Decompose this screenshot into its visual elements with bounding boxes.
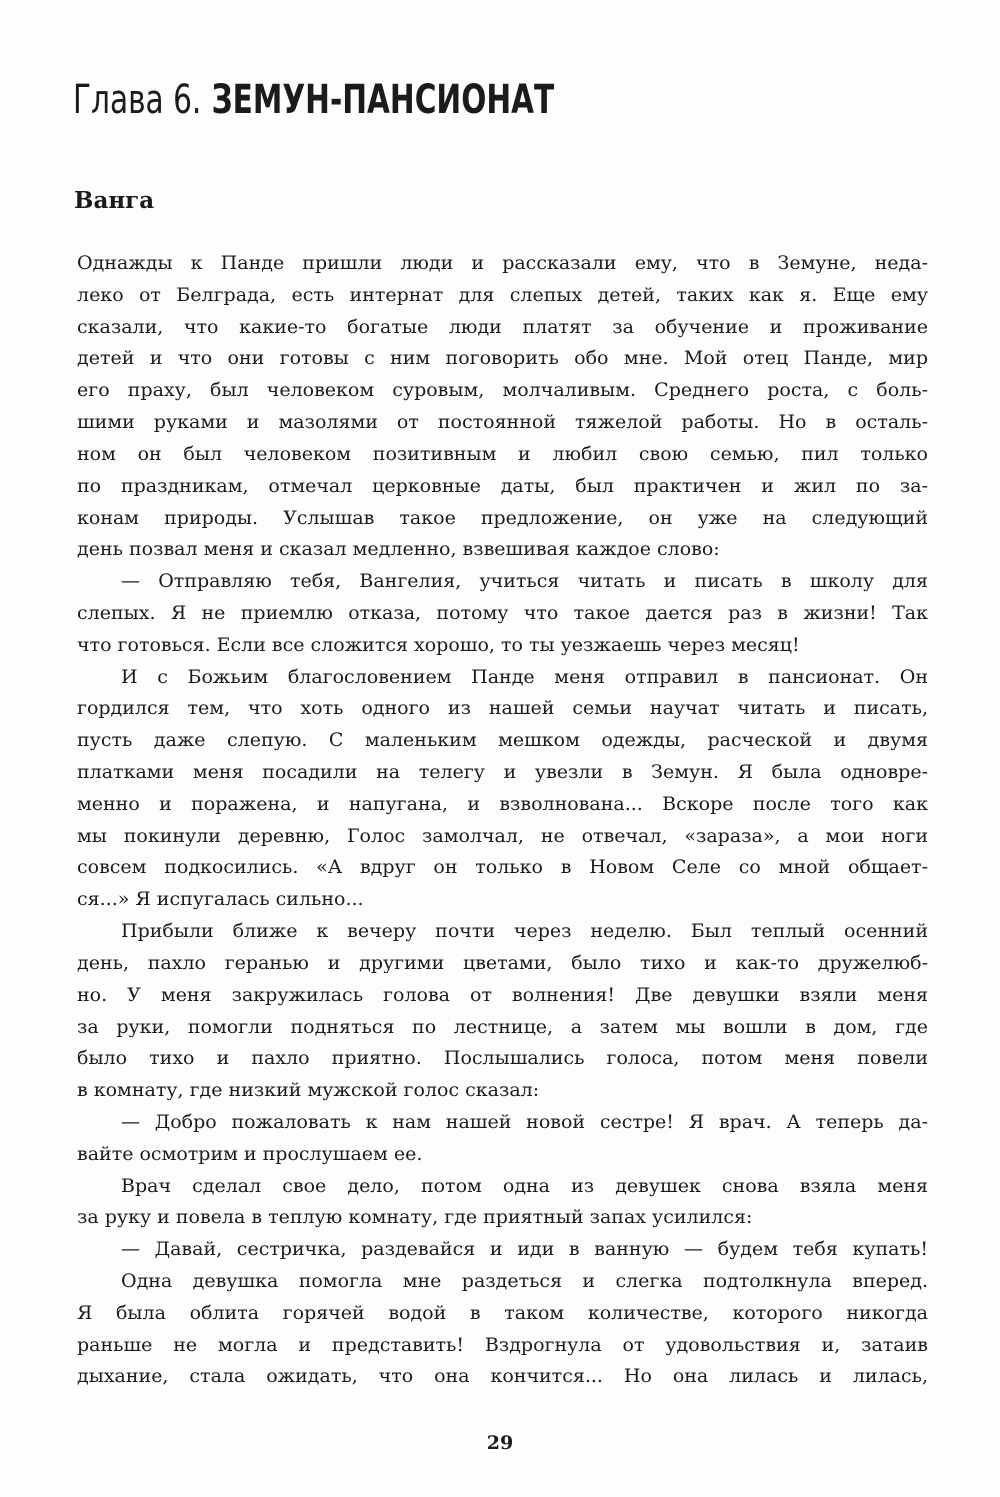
chapter-title: ЗЕМУН-ПАНСИОНАТ — [211, 77, 555, 123]
text-line: за руку и повела в теплую комнату, где приятный запах усилился: — [77, 1206, 753, 1229]
text-line: дыхание, стала ожидать, что она кончится... Но она лилась и лилась, — [77, 1365, 928, 1388]
text-line: ся...» Я испугалась сильно... — [77, 888, 364, 911]
text-line: Я была облита горячей водой в таком количестве, которого никогда — [77, 1301, 928, 1324]
text-line: конам природы. Услышав такое предложение, он уже на следующий — [77, 506, 928, 529]
text-line: Врач сделал свое дело, потом одна из девушек снова взяла меня — [121, 1174, 928, 1197]
text-line: — Давай, сестричка, раздевайся и иди в ванную — будем тебя купать! — [121, 1238, 928, 1261]
text-line: менно и поражена, и напугана, и взволнована... Вскоре после того как — [77, 792, 928, 815]
text-line: в комнату, где низкий мужской голос сказал: — [77, 1079, 540, 1102]
page-number: 29 — [486, 1432, 514, 1454]
text-line: леко от Белграда, есть интернат для слепых детей, таких как я. Еще ему — [77, 283, 928, 306]
text-line: гордился тем, что хоть одного из нашей семьи научат читать и писать, — [77, 697, 928, 720]
text-line: но. У меня закружилась голова от волнения! Две девушки взяли меня — [77, 983, 928, 1006]
body-text — [77, 248, 928, 1393]
text-line: пусть даже слепую. С маленьким мешком одежды, расческой и двумя — [77, 729, 928, 752]
text-line: совсем подкосились. «А вдруг он только в Новом Селе со мной общает- — [77, 856, 928, 879]
text-line: было тихо и пахло приятно. Послышались голоса, потом меня повели — [77, 1047, 928, 1070]
chapter-heading — [73, 74, 554, 126]
text-line: Однажды к Панде пришли люди и рассказали ему, что в Земуне, неда- — [77, 252, 928, 274]
chapter-label: Глава 6. — [73, 77, 202, 123]
text-line: мы покинули деревню, Голос замолчал, не отвечал, «зараза», а мои ноги — [77, 824, 928, 847]
text-line: слепых. Я не приемлю отказа, потому что такое дается раз в жизни! Так — [77, 601, 928, 624]
text-line: детей и что они готовы с ним поговорить обо мне. Мой отец Панде, мир — [77, 347, 928, 370]
text-line: платками меня посадили на телегу и увезли в Земун. Я была одновре- — [77, 761, 928, 783]
text-line: вайте осмотрим и прослушаем ее. — [77, 1142, 423, 1165]
text-line: его праху, был человеком суровым, молчаливым. Среднего роста, с боль- — [77, 379, 928, 402]
text-line: — Добро пожаловать к нам нашей новой сестре! Я врач. А теперь да- — [121, 1110, 928, 1133]
text-line: раньше не могла и представить! Вздрогнула от удовольствия и, затаив — [77, 1333, 928, 1356]
text-line: Прибыли ближе к вечеру почти через неделю. Был теплый осенний — [121, 920, 928, 943]
text-line: — Отправляю тебя, Вангелия, учиться читать и писать в школу для — [121, 570, 928, 593]
text-line: шими руками и мазолями от постоянной тяжелой работы. Но в осталь- — [77, 411, 928, 434]
text-line: за руки, помогли подняться по лестнице, а затем мы вошли в дом, где — [77, 1015, 928, 1038]
text-line: сказали, что какие-то богатые люди платят за обучение и проживание — [77, 315, 928, 338]
text-line: день, пахло геранью и другими цветами, было тихо и как-то дружелюб- — [77, 951, 928, 974]
text-line: день позвал меня и сказал медленно, взвешивая каждое слово: — [77, 538, 720, 561]
text-line: по праздникам, отмечал церковные даты, был практичен и жил по за- — [77, 474, 928, 497]
section-title: Ванга — [74, 187, 155, 214]
text-line: ном он был человеком позитивным и любил свою семью, пил только — [77, 442, 928, 465]
text-line: И с Божьим благословением Панде меня отправил в пансионат. Он — [121, 665, 928, 688]
text-line: Одна девушка помогла мне раздеться и слегка подтолкнула вперед. — [121, 1270, 928, 1292]
text-line: что готовься. Если все сложится хорошо, то ты уезжаешь через месяц! — [77, 633, 800, 656]
